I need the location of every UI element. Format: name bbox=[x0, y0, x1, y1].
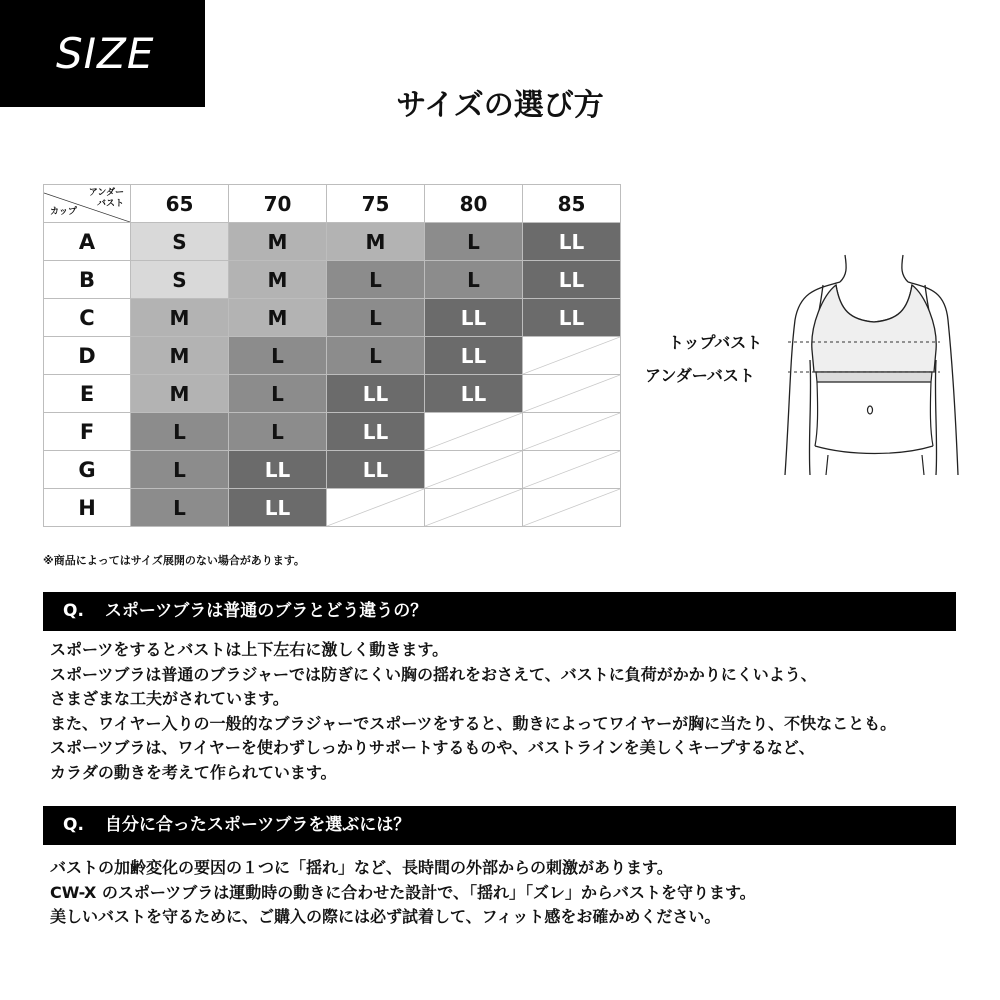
answer-line: バストの加齢変化の要因の１つに「揺れ」など、長時間の外部からの刺激があります。 bbox=[50, 858, 673, 877]
size-cell: L bbox=[425, 223, 523, 261]
corner-cup-label: カップ bbox=[50, 207, 77, 217]
size-cell: M bbox=[229, 299, 327, 337]
top-bust-label: トップバスト bbox=[668, 333, 763, 352]
question-text: 自分に合ったスポーツブラを選ぶには？ bbox=[104, 815, 411, 835]
column-header: 70 bbox=[229, 185, 327, 223]
q-marker: Q. bbox=[63, 601, 84, 621]
size-cell: L bbox=[229, 337, 327, 375]
diagonal-mark bbox=[327, 489, 424, 526]
size-cell: M bbox=[131, 375, 229, 413]
corner-under-bust-label bbox=[89, 188, 124, 210]
cup-label: A bbox=[44, 223, 131, 261]
size-table bbox=[43, 184, 621, 527]
table-corner bbox=[44, 185, 131, 223]
diagonal-mark bbox=[523, 375, 620, 412]
table-row bbox=[44, 375, 621, 413]
cup-label: F bbox=[44, 413, 131, 451]
size-cell: LL bbox=[327, 375, 425, 413]
q-marker: Q. bbox=[63, 815, 84, 835]
size-tag: SIZE bbox=[0, 0, 205, 107]
empty-cell bbox=[425, 489, 523, 527]
size-cell: M bbox=[131, 299, 229, 337]
cup-label: G bbox=[44, 451, 131, 489]
cup-label: H bbox=[44, 489, 131, 527]
column-header: 65 bbox=[131, 185, 229, 223]
diagonal-mark bbox=[425, 451, 522, 488]
body-figure bbox=[640, 250, 960, 480]
under-bust-label: アンダーバスト bbox=[645, 366, 755, 385]
size-cell: L bbox=[327, 261, 425, 299]
diagonal-mark bbox=[523, 337, 620, 374]
question-bar-2 bbox=[43, 806, 956, 845]
diagonal-mark bbox=[523, 451, 620, 488]
size-cell: L bbox=[327, 299, 425, 337]
corner-top-line1: アンダー bbox=[88, 188, 124, 198]
answer-line: さまざまな工夫がされています。 bbox=[50, 689, 289, 708]
empty-cell bbox=[425, 413, 523, 451]
table-row bbox=[44, 413, 621, 451]
empty-cell bbox=[327, 489, 425, 527]
diagonal-mark bbox=[425, 489, 522, 526]
table-row bbox=[44, 223, 621, 261]
answer-2 bbox=[50, 856, 965, 930]
size-cell: M bbox=[229, 223, 327, 261]
size-cell: LL bbox=[523, 261, 621, 299]
empty-cell bbox=[523, 375, 621, 413]
table-row bbox=[44, 261, 621, 299]
cup-label: C bbox=[44, 299, 131, 337]
question-bar-1 bbox=[43, 592, 956, 631]
column-header: 80 bbox=[425, 185, 523, 223]
size-cell: L bbox=[229, 413, 327, 451]
table-row bbox=[44, 337, 621, 375]
table-row bbox=[44, 489, 621, 527]
answer-line: 美しいバストを守るために、ご購入の際には必ず試着して、フィット感をお確かめください。 bbox=[50, 907, 721, 926]
answer-line: スポーツをするとバストは上下左右に激しく動きます。 bbox=[50, 640, 449, 659]
size-cell: L bbox=[425, 261, 523, 299]
size-cell: LL bbox=[327, 451, 425, 489]
empty-cell bbox=[523, 489, 621, 527]
size-cell: M bbox=[229, 261, 327, 299]
availability-note: ※商品によってはサイズ展開のない場合があります。 bbox=[43, 554, 305, 567]
size-cell: S bbox=[131, 261, 229, 299]
cup-label: D bbox=[44, 337, 131, 375]
question-text: スポーツブラは普通のブラとどう違うの？ bbox=[104, 601, 428, 621]
diagonal-mark bbox=[523, 489, 620, 526]
size-cell: S bbox=[131, 223, 229, 261]
column-header: 85 bbox=[523, 185, 621, 223]
table-header-row bbox=[44, 185, 621, 223]
size-cell: L bbox=[131, 489, 229, 527]
size-cell: LL bbox=[425, 375, 523, 413]
answer-line: CW-X のスポーツブラは運動時の動きに合わせた設計で、「揺れ」「ズレ」からバストを守ります。 bbox=[50, 882, 756, 902]
size-cell: M bbox=[327, 223, 425, 261]
size-cell: LL bbox=[523, 299, 621, 337]
size-cell: LL bbox=[425, 337, 523, 375]
size-cell: LL bbox=[327, 413, 425, 451]
size-cell: L bbox=[327, 337, 425, 375]
cup-label: E bbox=[44, 375, 131, 413]
size-cell: L bbox=[229, 375, 327, 413]
size-cell: LL bbox=[425, 299, 523, 337]
empty-cell bbox=[523, 451, 621, 489]
answer-line: スポーツブラは、ワイヤーを使わずしっかりサポートするものや、バストラインを美しくキープするなど、 bbox=[50, 738, 815, 757]
page-title: サイズの選び方 bbox=[396, 88, 604, 123]
size-cell: M bbox=[131, 337, 229, 375]
cup-label: B bbox=[44, 261, 131, 299]
table-row bbox=[44, 299, 621, 337]
empty-cell bbox=[425, 451, 523, 489]
size-cell: LL bbox=[523, 223, 621, 261]
size-cell: L bbox=[131, 413, 229, 451]
answer-1 bbox=[50, 638, 965, 785]
size-cell: LL bbox=[229, 489, 327, 527]
diagonal-mark bbox=[425, 413, 522, 450]
size-cell: LL bbox=[229, 451, 327, 489]
empty-cell bbox=[523, 337, 621, 375]
table-row bbox=[44, 451, 621, 489]
diagonal-mark bbox=[523, 413, 620, 450]
answer-line: カラダの動きを考えて作られています。 bbox=[50, 762, 337, 782]
column-header: 75 bbox=[327, 185, 425, 223]
empty-cell bbox=[523, 413, 621, 451]
answer-line: また、ワイヤー入りの一般的なブラジャーでスポーツをすると、動きによってワイヤーが胸に当たり、不快なことも。 bbox=[50, 713, 897, 733]
answer-line: スポーツブラは普通のブラジャーでは防ぎにくい胸の揺れをおさえて、バストに負荷がかかりにくいよう、 bbox=[50, 664, 817, 684]
corner-top-line2: バスト bbox=[96, 199, 124, 209]
size-cell: L bbox=[131, 451, 229, 489]
